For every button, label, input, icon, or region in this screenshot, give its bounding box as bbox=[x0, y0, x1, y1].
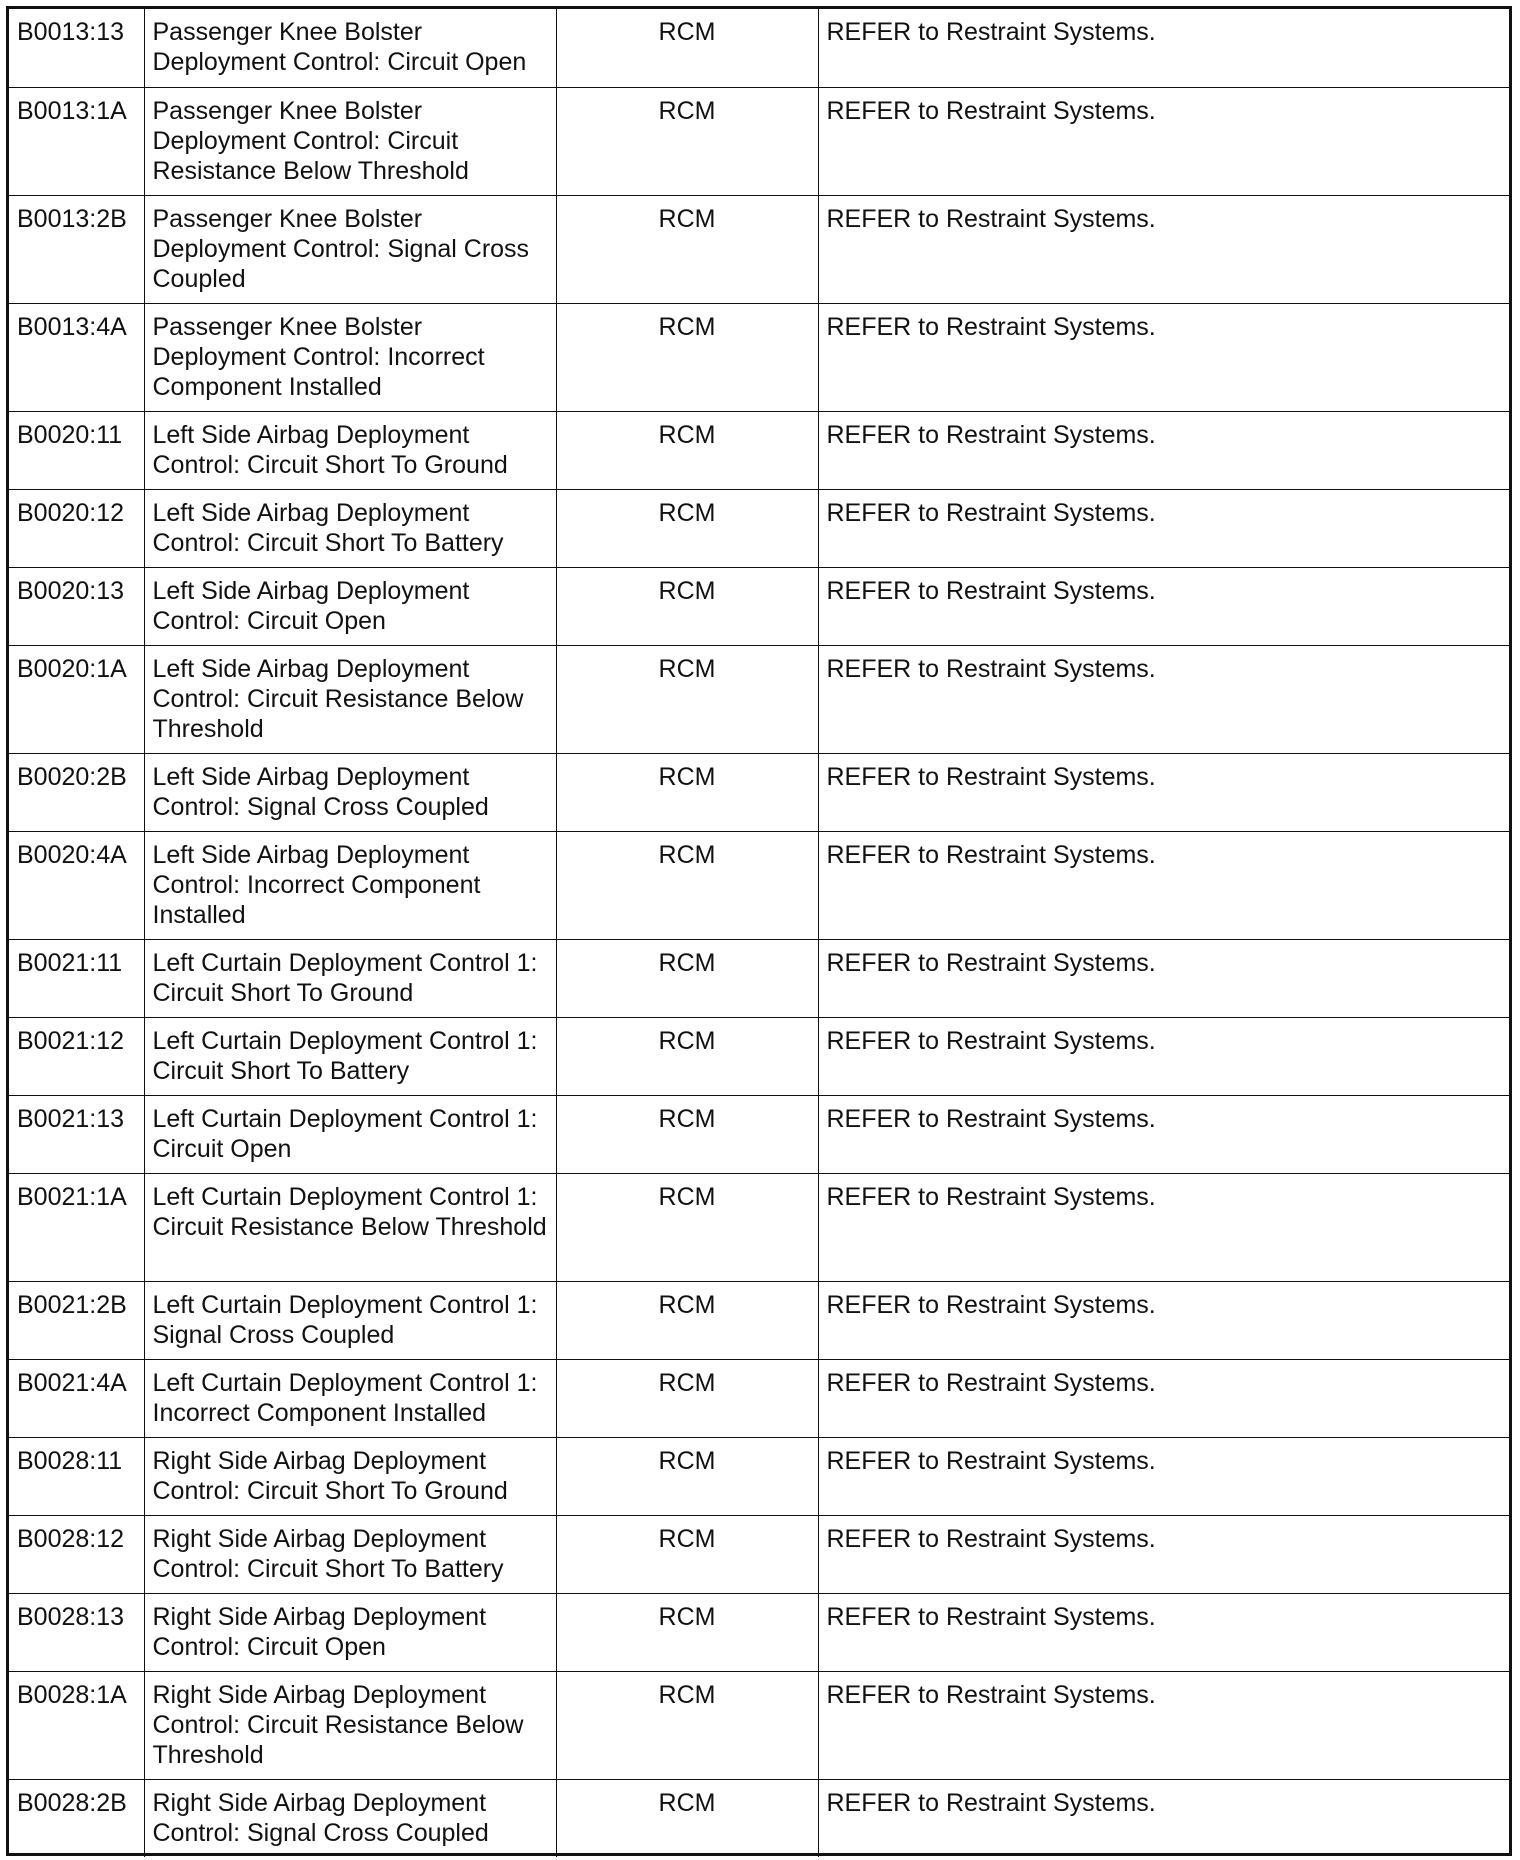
dtc-action: REFER to Restraint Systems. bbox=[818, 303, 1509, 411]
dtc-module: RCM bbox=[556, 753, 818, 831]
dtc-code: B0020:1A bbox=[9, 645, 144, 753]
dtc-action: REFER to Restraint Systems. bbox=[818, 1671, 1509, 1779]
dtc-description: Passenger Knee Bolster Deployment Control: Circuit Open bbox=[144, 9, 556, 87]
dtc-action: REFER to Restraint Systems. bbox=[818, 1515, 1509, 1593]
dtc-description: Left Side Airbag Deployment Control: Signal Cross Coupled bbox=[144, 753, 556, 831]
dtc-action: REFER to Restraint Systems. bbox=[818, 1173, 1509, 1281]
dtc-module: RCM bbox=[556, 1437, 818, 1515]
dtc-code: B0028:13 bbox=[9, 1593, 144, 1671]
dtc-module: RCM bbox=[556, 489, 818, 567]
table-row bbox=[9, 939, 1509, 1017]
dtc-code: B0028:2B bbox=[9, 1779, 144, 1857]
dtc-code: B0020:12 bbox=[9, 489, 144, 567]
dtc-module: RCM bbox=[556, 939, 818, 1017]
dtc-code: B0021:12 bbox=[9, 1017, 144, 1095]
table-row bbox=[9, 489, 1509, 567]
dtc-description: Right Side Airbag Deployment Control: Signal Cross Coupled bbox=[144, 1779, 556, 1857]
dtc-code: B0020:11 bbox=[9, 411, 144, 489]
dtc-description: Left Curtain Deployment Control 1: Signal Cross Coupled bbox=[144, 1281, 556, 1359]
dtc-action: REFER to Restraint Systems. bbox=[818, 567, 1509, 645]
dtc-action: REFER to Restraint Systems. bbox=[818, 645, 1509, 753]
dtc-action: REFER to Restraint Systems. bbox=[818, 1593, 1509, 1671]
table-row bbox=[9, 1017, 1509, 1095]
dtc-module: RCM bbox=[556, 9, 818, 87]
dtc-module: RCM bbox=[556, 87, 818, 195]
dtc-code: B0013:13 bbox=[9, 9, 144, 87]
dtc-action: REFER to Restraint Systems. bbox=[818, 489, 1509, 567]
table-row bbox=[9, 1359, 1509, 1437]
table-row bbox=[9, 1173, 1509, 1281]
dtc-code: B0028:1A bbox=[9, 1671, 144, 1779]
dtc-action: REFER to Restraint Systems. bbox=[818, 831, 1509, 939]
dtc-module: RCM bbox=[556, 1017, 818, 1095]
dtc-code: B0013:4A bbox=[9, 303, 144, 411]
dtc-action: REFER to Restraint Systems. bbox=[818, 411, 1509, 489]
dtc-description: Right Side Airbag Deployment Control: Circuit Short To Ground bbox=[144, 1437, 556, 1515]
dtc-action: REFER to Restraint Systems. bbox=[818, 1281, 1509, 1359]
dtc-code: B0028:11 bbox=[9, 1437, 144, 1515]
dtc-module: RCM bbox=[556, 1359, 818, 1437]
dtc-code: B0020:4A bbox=[9, 831, 144, 939]
dtc-module: RCM bbox=[556, 1671, 818, 1779]
table-row bbox=[9, 753, 1509, 831]
table-row bbox=[9, 195, 1509, 303]
dtc-module: RCM bbox=[556, 645, 818, 753]
table-row bbox=[9, 9, 1509, 87]
dtc-code: B0013:1A bbox=[9, 87, 144, 195]
dtc-code: B0020:2B bbox=[9, 753, 144, 831]
table-row bbox=[9, 1779, 1509, 1857]
dtc-module: RCM bbox=[556, 1173, 818, 1281]
table-row bbox=[9, 1671, 1509, 1779]
table-row bbox=[9, 831, 1509, 939]
dtc-module: RCM bbox=[556, 831, 818, 939]
dtc-description: Left Side Airbag Deployment Control: Circuit Short To Ground bbox=[144, 411, 556, 489]
dtc-action: REFER to Restraint Systems. bbox=[818, 753, 1509, 831]
dtc-table-page bbox=[6, 6, 1512, 1856]
dtc-description: Left Curtain Deployment Control 1: Circuit Resistance Below Threshold bbox=[144, 1173, 556, 1281]
table-row bbox=[9, 1515, 1509, 1593]
dtc-code: B0013:2B bbox=[9, 195, 144, 303]
dtc-code: B0021:13 bbox=[9, 1095, 144, 1173]
dtc-module: RCM bbox=[556, 1593, 818, 1671]
dtc-description: Left Curtain Deployment Control 1: Circuit Short To Battery bbox=[144, 1017, 556, 1095]
dtc-code: B0020:13 bbox=[9, 567, 144, 645]
dtc-description: Passenger Knee Bolster Deployment Control: Incorrect Component Installed bbox=[144, 303, 556, 411]
dtc-description: Right Side Airbag Deployment Control: Circuit Short To Battery bbox=[144, 1515, 556, 1593]
dtc-module: RCM bbox=[556, 303, 818, 411]
dtc-code: B0021:4A bbox=[9, 1359, 144, 1437]
dtc-module: RCM bbox=[556, 1779, 818, 1857]
table-row bbox=[9, 303, 1509, 411]
dtc-action: REFER to Restraint Systems. bbox=[818, 939, 1509, 1017]
dtc-action: REFER to Restraint Systems. bbox=[818, 1437, 1509, 1515]
table-row bbox=[9, 1437, 1509, 1515]
dtc-action: REFER to Restraint Systems. bbox=[818, 1095, 1509, 1173]
dtc-description: Passenger Knee Bolster Deployment Control: Signal Cross Coupled bbox=[144, 195, 556, 303]
table-row bbox=[9, 567, 1509, 645]
dtc-module: RCM bbox=[556, 1515, 818, 1593]
dtc-code: B0021:11 bbox=[9, 939, 144, 1017]
dtc-description: Left Curtain Deployment Control 1: Circuit Open bbox=[144, 1095, 556, 1173]
dtc-action: REFER to Restraint Systems. bbox=[818, 1017, 1509, 1095]
table-row bbox=[9, 645, 1509, 753]
table-row bbox=[9, 411, 1509, 489]
dtc-action: REFER to Restraint Systems. bbox=[818, 87, 1509, 195]
dtc-module: RCM bbox=[556, 1281, 818, 1359]
dtc-module: RCM bbox=[556, 411, 818, 489]
dtc-action: REFER to Restraint Systems. bbox=[818, 9, 1509, 87]
dtc-module: RCM bbox=[556, 1095, 818, 1173]
table-row bbox=[9, 1095, 1509, 1173]
dtc-description: Left Curtain Deployment Control 1: Circuit Short To Ground bbox=[144, 939, 556, 1017]
dtc-code: B0028:12 bbox=[9, 1515, 144, 1593]
table-row bbox=[9, 87, 1509, 195]
dtc-description: Left Curtain Deployment Control 1: Incorrect Component Installed bbox=[144, 1359, 556, 1437]
dtc-code: B0021:2B bbox=[9, 1281, 144, 1359]
dtc-description: Left Side Airbag Deployment Control: Circuit Short To Battery bbox=[144, 489, 556, 567]
dtc-module: RCM bbox=[556, 195, 818, 303]
dtc-description: Left Side Airbag Deployment Control: Circuit Open bbox=[144, 567, 556, 645]
dtc-action: REFER to Restraint Systems. bbox=[818, 1359, 1509, 1437]
dtc-description: Passenger Knee Bolster Deployment Control: Circuit Resistance Below Threshold bbox=[144, 87, 556, 195]
dtc-description: Right Side Airbag Deployment Control: Circuit Open bbox=[144, 1593, 556, 1671]
dtc-description: Left Side Airbag Deployment Control: Circuit Resistance Below Threshold bbox=[144, 645, 556, 753]
dtc-action: REFER to Restraint Systems. bbox=[818, 195, 1509, 303]
table-row bbox=[9, 1593, 1509, 1671]
dtc-description: Left Side Airbag Deployment Control: Incorrect Component Installed bbox=[144, 831, 556, 939]
table-row bbox=[9, 1281, 1509, 1359]
dtc-table bbox=[9, 9, 1509, 1857]
dtc-code: B0021:1A bbox=[9, 1173, 144, 1281]
dtc-module: RCM bbox=[556, 567, 818, 645]
dtc-description: Right Side Airbag Deployment Control: Circuit Resistance Below Threshold bbox=[144, 1671, 556, 1779]
dtc-action: REFER to Restraint Systems. bbox=[818, 1779, 1509, 1857]
